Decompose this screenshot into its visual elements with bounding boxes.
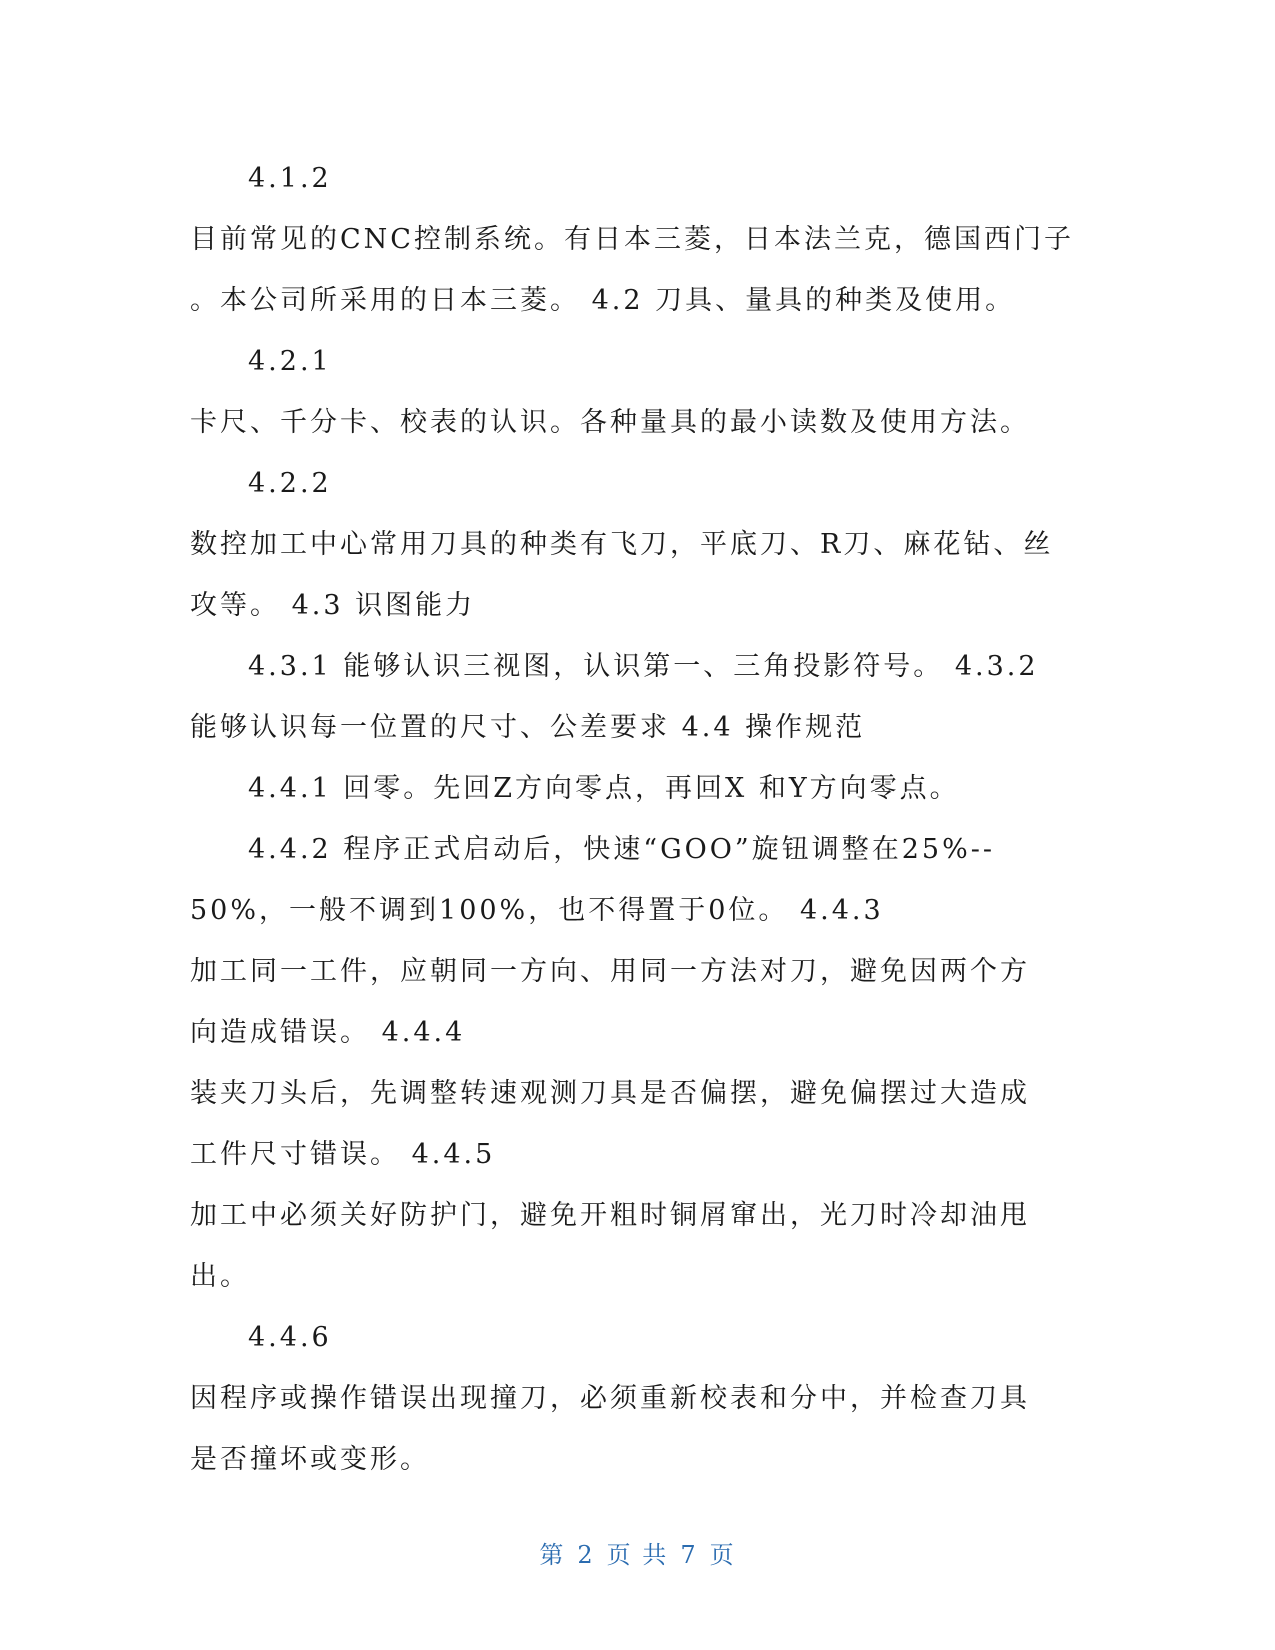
paragraph-line: 加工同一工件，应朝同一方向、用同一方法对刀，避免因两个方 xyxy=(190,956,1030,987)
paragraph-line: 是否撞坏或变形。 xyxy=(190,1444,430,1475)
section-heading-4-4-6: 4.4.6 xyxy=(248,1322,332,1353)
paragraph-line: 4.3.1 能够认识三视图，认识第一、三角投影符号。 4.3.2 xyxy=(248,651,1039,682)
paragraph-line: 。本公司所采用的日本三菱。 4.2 刀具、量具的种类及使用。 xyxy=(190,285,1016,316)
paragraph-line: 攻等。 4.3 识图能力 xyxy=(190,590,476,621)
section-heading-4-2-1: 4.2.1 xyxy=(248,346,332,377)
current-page-number: 2 xyxy=(577,1541,595,1569)
document-body xyxy=(190,148,1090,1490)
paragraph-line: 向造成错误。 4.4.4 xyxy=(190,1017,466,1048)
paragraph-line: 50%，一般不调到100%，也不得置于0位。 4.4.3 xyxy=(190,895,884,926)
section-heading-4-2-2: 4.2.2 xyxy=(248,468,332,499)
paragraph-line: 加工中必须关好防护门，避免开粗时铜屑窜出，光刀时冷却油甩 xyxy=(190,1200,1030,1231)
paragraph-line: 数控加工中心常用刀具的种类有飞刀，平底刀、R刀、麻花钻、丝 xyxy=(190,529,1054,560)
paragraph-line: 目前常见的CNC控制系统。有日本三菱，日本法兰克，德国西门子 xyxy=(190,224,1074,255)
footer-middle: 页 共 xyxy=(606,1541,669,1569)
footer-suffix: 页 xyxy=(709,1541,736,1569)
total-pages-number: 7 xyxy=(680,1541,698,1569)
paragraph-line: 工件尺寸错误。 4.4.5 xyxy=(190,1139,496,1170)
paragraph-line: 4.4.1 回零。先回Z方向零点，再回X 和Y方向零点。 xyxy=(248,773,960,804)
footer-prefix: 第 xyxy=(539,1541,566,1569)
paragraph-line: 出。 xyxy=(190,1261,250,1292)
paragraph-line: 能够认识每一位置的尺寸、公差要求 4.4 操作规范 xyxy=(190,712,866,743)
paragraph-line: 卡尺、千分卡、校表的认识。各种量具的最小读数及使用方法。 xyxy=(190,407,1030,438)
paragraph-line: 装夹刀头后，先调整转速观测刀具是否偏摆，避免偏摆过大造成 xyxy=(190,1078,1030,1109)
section-heading-4-1-2: 4.1.2 xyxy=(248,163,332,194)
page-footer xyxy=(0,1535,1275,1570)
paragraph-line: 4.4.2 程序正式启动后，快速“GOO”旋钮调整在25%-- xyxy=(248,834,995,865)
paragraph-line: 因程序或操作错误出现撞刀，必须重新校表和分中，并检查刀具 xyxy=(190,1383,1030,1414)
